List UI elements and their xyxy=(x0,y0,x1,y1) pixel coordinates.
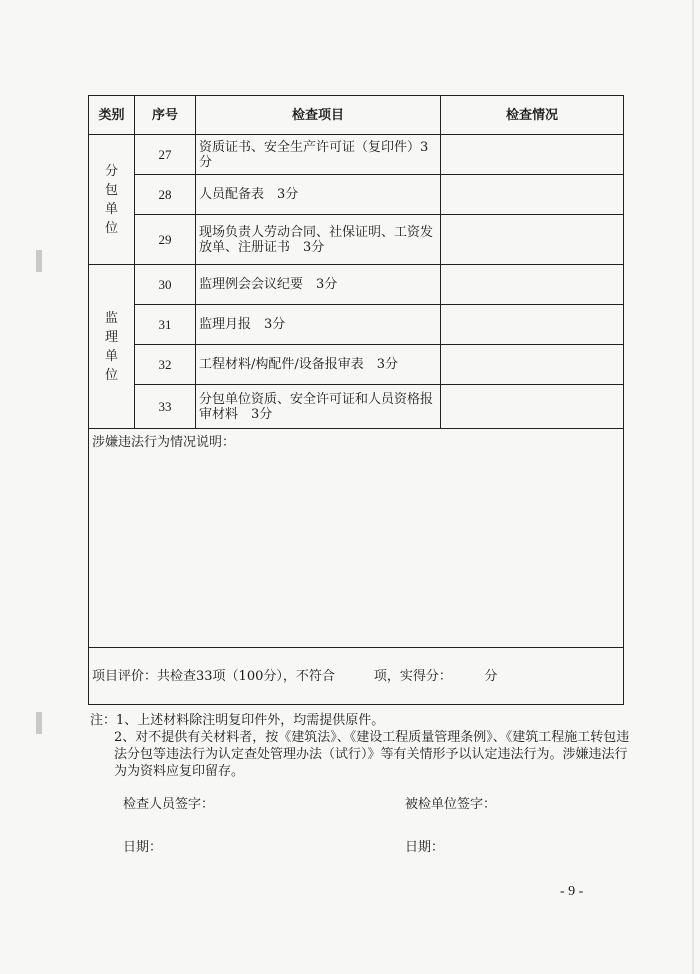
table-row xyxy=(89,305,624,345)
inspector-signature-label: 检查人员签字： xyxy=(123,797,215,812)
seq-cell: 31 xyxy=(135,305,196,345)
item-cell: 分包单位资质、安全许可证和人员资格报审材料 3分 xyxy=(196,385,441,429)
result-cell[interactable] xyxy=(441,265,624,305)
seq-cell: 32 xyxy=(135,345,196,385)
table-row xyxy=(89,175,624,215)
item-cell: 监理月报 3分 xyxy=(196,305,441,345)
description-label: 涉嫌违法行为情况说明： xyxy=(92,435,236,450)
item-cell: 人员配备表 3分 xyxy=(196,175,441,215)
binding-mark xyxy=(36,712,42,734)
item-cell: 现场负责人劳动合同、社保证明、工资发放单、注册证书 3分 xyxy=(196,215,441,265)
seq-cell: 30 xyxy=(135,265,196,305)
table-row xyxy=(89,385,624,429)
result-cell[interactable] xyxy=(441,345,624,385)
notes xyxy=(90,712,630,780)
category-label: 分包单位 xyxy=(104,163,118,236)
binding-mark xyxy=(36,250,42,272)
header-result: 检查情况 xyxy=(441,96,624,135)
seq-cell: 33 xyxy=(135,385,196,429)
result-cell[interactable] xyxy=(441,215,624,265)
page-number: - 9 - xyxy=(560,884,584,899)
evaluation-row xyxy=(89,648,624,705)
table-row xyxy=(89,215,624,265)
table-row xyxy=(89,135,624,175)
table-header-row xyxy=(89,96,624,135)
evaluation-cell: 项目评价：共检查33项（100分），不符合 项，实得分： 分 xyxy=(89,648,624,705)
category-label: 监理单位 xyxy=(104,310,118,383)
inspected-signature-label: 被检单位签字： xyxy=(405,797,497,812)
date-label-left: 日期： xyxy=(123,840,163,855)
result-cell[interactable] xyxy=(441,385,624,429)
description-row xyxy=(89,429,624,648)
seq-cell: 28 xyxy=(135,175,196,215)
category-cell xyxy=(89,135,135,265)
note-line-1: 注：1、上述材料除注明复印件外，均需提供原件。 xyxy=(90,713,385,728)
header-item: 检查项目 xyxy=(196,96,441,135)
inspection-table xyxy=(88,95,624,705)
item-cell: 资质证书、安全生产许可证（复印件）3分 xyxy=(196,135,441,175)
item-cell: 工程材料/构配件/设备报审表 3分 xyxy=(196,345,441,385)
seq-cell: 29 xyxy=(135,215,196,265)
category-cell xyxy=(89,265,135,429)
item-cell: 监理例会会议纪要 3分 xyxy=(196,265,441,305)
header-seq: 序号 xyxy=(135,96,196,135)
date-label-right: 日期： xyxy=(405,840,445,855)
result-cell[interactable] xyxy=(441,305,624,345)
note-line-2: 2、对不提供有关材料者，按《建筑法》、《建设工程质量管理条例》、《建筑工程施工转包违法分包等违法行为认定查处管理办法（试行）》等有关情形予以认定违法行为。涉嫌违法行为为资料应复印留存。 xyxy=(114,730,630,779)
result-cell[interactable] xyxy=(441,175,624,215)
table-row xyxy=(89,345,624,385)
page-edge-shadow xyxy=(692,0,694,974)
table-row xyxy=(89,265,624,305)
description-cell[interactable] xyxy=(89,429,624,648)
seq-cell: 27 xyxy=(135,135,196,175)
header-category: 类别 xyxy=(89,96,135,135)
result-cell[interactable] xyxy=(441,135,624,175)
